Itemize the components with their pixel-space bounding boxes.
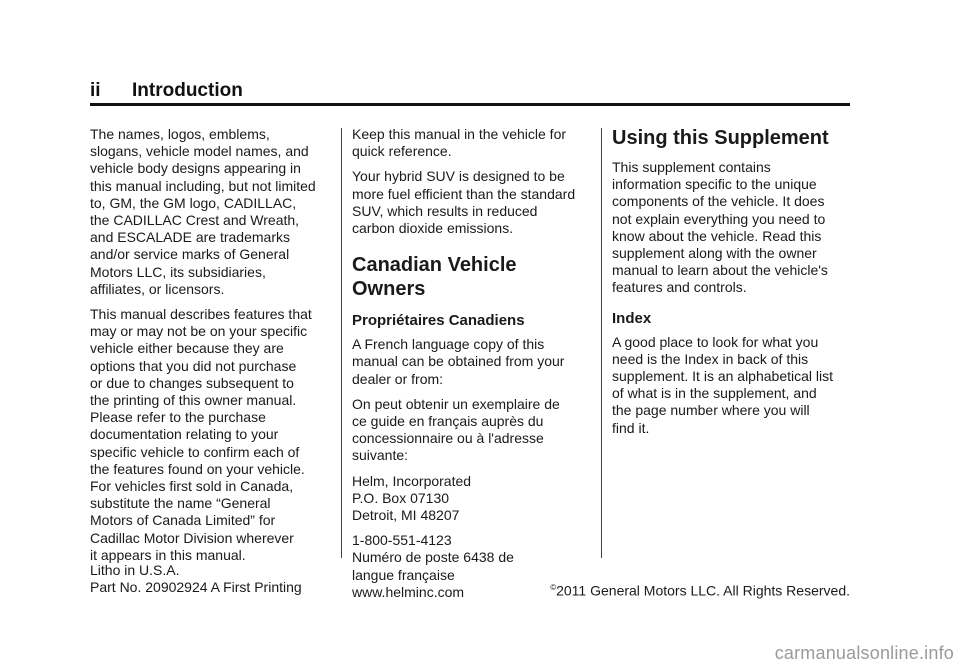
header-rule xyxy=(90,103,850,106)
part-number-text: Part No. 20902924 A First Printing xyxy=(90,579,302,595)
section-title: Introduction xyxy=(132,80,243,101)
copyright-symbol: © xyxy=(550,583,557,592)
footer-left xyxy=(90,562,302,596)
index-paragraph: A good place to look for what you need is the Index in back of this supplement. It is an alphabetical list of what is in the supplement, and the page number where you will find it. xyxy=(612,333,834,436)
watermark-text: carmanualsonline.info xyxy=(774,643,954,663)
features-paragraph: This manual describes features that may or may not be on your specific vehicle either because they are options that you did not purchase or due to changes subsequent to the printing of this owner manual. Please refer to the purchase documentation relating to your specific vehicle to confirm each of the features found on your vehicle. For vehicles first sold in Canada, substitute the name “General Motors of Canada Limited” for Cadillac Motor Division wherever it appears in this manual. xyxy=(90,306,312,563)
column-divider-2 xyxy=(601,128,602,558)
page-number: ii xyxy=(90,80,101,101)
using-supplement-heading: Using this Supplement xyxy=(612,127,829,149)
column-divider-1 xyxy=(341,128,342,558)
column-middle xyxy=(352,126,592,609)
french-paragraph: On peut obtenir un exemplaire de ce guide en français auprès du concessionnaire ou à l'adresse suivante: xyxy=(352,395,560,464)
supplement-paragraph: This supplement contains information specific to the unique components of the vehicle. It does not explain everything you need to know about the vehicle. Read this supplement along with the owner manual to learn about the vehicle's features and controls. xyxy=(612,159,828,296)
proprietaires-heading: Propriétaires Canadiens xyxy=(352,312,525,330)
french-copy-paragraph: A French language copy of this manual can be obtained from your dealer or from: xyxy=(352,336,565,387)
canadian-owners-heading: Canadian Vehicle Owners xyxy=(352,254,517,301)
column-left xyxy=(90,126,335,572)
litho-text: Litho in U.S.A. xyxy=(90,562,180,578)
address-block: Helm, Incorporated P.O. Box 07130 Detroit, MI 48207 xyxy=(352,472,472,524)
footer-copyright xyxy=(550,579,850,600)
contact-block: 1-800-551-4123 Numéro de poste 6438 de langue française www.helminc.com xyxy=(352,532,514,600)
keep-manual-paragraph: Keep this manual in the vehicle for quick reference. xyxy=(352,126,567,160)
hybrid-paragraph: Your hybrid SUV is designed to be more fuel efficient than the standard SUV, which results in reduced carbon dioxide emissions. xyxy=(352,168,576,237)
copyright-text: 2011 General Motors LLC. All Rights Reserved. xyxy=(556,582,850,599)
trademark-paragraph: The names, logos, emblems, slogans, vehicle model names, and vehicle body designs appearing in this manual including, but not limited to, GM, the GM logo, CADILLAC, the CADILLAC Crest and Wreath, and ESCALADE are trademarks and/or service marks of General Motors LLC, its subsidiaries, affiliates, or licensors. xyxy=(90,126,316,297)
index-heading: Index xyxy=(612,309,652,327)
column-right xyxy=(612,126,852,445)
page-header xyxy=(90,80,850,104)
